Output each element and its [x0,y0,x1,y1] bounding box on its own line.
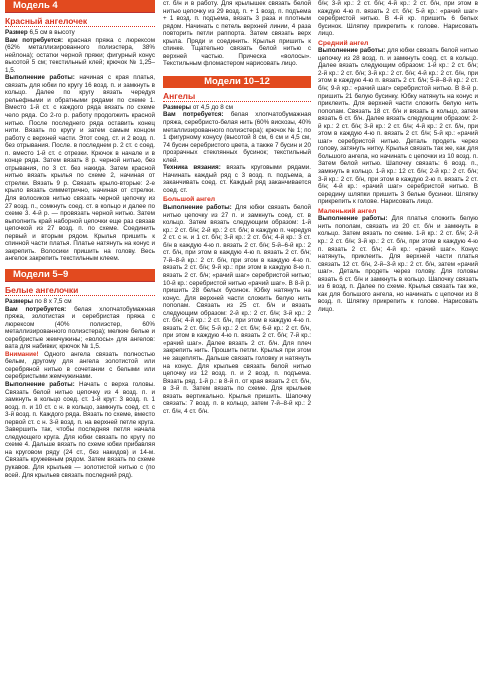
column-middle [163,0,311,415]
middle-angel-subheading: Средний ангел [318,39,369,47]
work2-paragraph [5,381,155,479]
model59-header: Модели 5–9 [5,269,155,282]
materials3-label: Вам потребуется: [163,111,224,119]
technique-paragraph [163,164,311,194]
big-angel-subheading: Большой ангел [163,196,216,204]
work5-label: Выполнение работы: [318,215,388,223]
sizes2-label: Размеры [163,103,192,111]
work-paragraph [5,74,155,263]
work3-text: Для юбки связать белой нитью цепочку из 27 п. и замкнуть соед. ст. в кольцо. Затем вязать следующим образом: 1-й кр.: 2 ст. б/н; 2-й кр.: 2 ст. б/н; в каждую п. чередуя 2 ст. с н. и 1 ст. б/н; 3-й кр.: 2 ст. б/н; 4-й кр.: 3 ст. б/н в каждую 4-ю п. вязать 2 ст. б/н; 5-й–6-й кр.: 2 ст. б/н, при этом в каждую 4-ю п. вязать 2 ст. б/н; 7-й–8-й кр.: 2 ст. б/н, при этом в каждую 4-ю п. вязать 2 ст. б/н; 9-й кр.: при этом в каждую 8-ю п. вязать 2 ст. б/н; «рачий шаг» серебристой нитью; 10-й кр.: серебристой нитью «рачий шаг». В 8-й р. пришить 28 белых бусинок. Юбку натянуть на конус. Для верхней части сложить белую нить пополам. Связать из 25 ст. б/н и вязать следующим образом: 2-й кр.: 2 ст. б/н; 3-й кр.: 2 ст. б/н; 4-й кр.: 2 ст. б/н, при этом в каждую 4-ю п. вязать 2 ст. б/н; 5-й кр.: 2 ст. б/н; 6-й кр.: 2 ст. б/н, при этом в каждую 4-ю п. вязать 2 ст. б/н; 7-й кр.: «рачий шаг». Далее вязать 2 ст. б/н. Для плеч закрепить нить. Прошить петли. Крылья при этом не зацеплять. Дальше связать головку и натянуть на конус. Для крыльев связать белой нитью цепочку из 12 возд. п. и 2 возд. п. подъема. Вязать ряд. 1-й р.: в 8-й п. от края вязать 2 ст. б/н, в 3-й п. Затем вязать по схеме. Для крыльев вязать вертикально. Крылья пришить. Шапочку связать: 7 возд. п. в кольцо, затем 7-й–8-й кр.: 2 ст. б/н, 4 ст. б/н. [163,204,312,415]
materials2-text: белая хлопчатобумажная пряжа, золотистая и серебристая пряжа с люрексом (40% полиэстер, 60% металлизированного полиэстера); мелкие белые и серебристые жемчужины; «волосы» для ангелов: вата для набивки; крючок № 1,5. [5,305,156,351]
technique-label: Техника вязания: [163,164,221,172]
work2-label: Выполнение работы: [5,380,75,388]
title-white-angels: Белые ангелочки [5,285,155,296]
work4-label: Выполнение работы: [318,47,386,55]
model4-header: Модель 4 [5,0,155,13]
materials2-paragraph [5,306,155,351]
materials-paragraph [5,37,155,75]
work3-label: Выполнение работы: [163,204,232,212]
attention-paragraph [5,351,155,381]
work-label: Выполнение работы: [5,74,75,82]
title-red-angel: Красный ангелочек [5,16,155,27]
models-10-12-header: Модели 10–12 [163,76,311,88]
attention-label: Внимание! [5,350,39,358]
column-right [318,0,478,313]
work5-text: Для платья сложить белую нить пополам, связать из 20 ст. б/н и замкнуть в кольцо. Затем вязать по схеме. 1-й кр.: 2 ст. б/н; 2-й кр.: 2 ст. б/н; 3-й кр.: 2 ст. б/н, при этом в каждую 4-ю п. вязать 2 ст. б/н; 4-й кр.: «рачий шаг». Конус натянуть, приклеить. Для верхней части платья связать 12 ст. б/н, 2-й–3-й кр.: 2 ст. б/н, затем «рачий шаг». Деталь продеть через голову. Для головы вязать 6 ст. б/н и замкнуть в кольцо. Шапочку связать из 6 возд. п. Далее по схеме. Крылья связать так же, как для большого ангела, но начинать с цепочки из 8 возд. п. Шляпку прикрепить к голове. Нарисовать лицо. [318,215,479,313]
col2-top-text: ст. б/н и в работу. Для крылышек связать белой нитью цепочку из 29 возд. п. + 1 возд. п. подъема + 1 возд. п. подъема, вязать 3 раза и плотным рядом. Начинать с петель верхней линии, 4 раза повторить петли раппорта. Затем связать верх крыла. Пряди и соединить. Крылья пришить к спинке. Тщательно связать белой нитью с верхней частью. Прическа «волосы». Текстильным фломастером нарисовать лицо. [163,0,311,68]
work5-paragraph [318,215,478,313]
materials3-paragraph [163,111,311,164]
column-left [5,0,155,479]
materials3-text: белая хлопчатобумажная пряжа, серебристо-белая нить (60% вискозы, 40% металлизированного полиэстера); крючок № 1; по 1 фигурному конусу (высотой 8 см, 6 см и 4,5 см, 74 бусин серебристого цвета, а также 7 бусин и 20 прозрачных стеклянных бусинок; текстильный клей. [163,111,312,164]
work-text: начиная с края платья, связать для юбки по кругу 16 возд. п. и замкнуть в кольцо. Далее по кругу вязать чередуя рельефными и обратными рядами по схеме 1. Вместо 1-й ст. с каждого ряда вязать по схеме чело ряда. Со 2-го р. работу продолжить красной нитью. После последнего ряда оставить конец нити. Вязать по кругу и затем самым концом работу с верхней части. Этот соед. ст. и 2 возд. п. без отрывания. После. в последнем р. 2 ст. с соед. п. вместо 1-й ст. с отрезки. Крючок в начале и в конце ряда. Затем вязать 8 р. черной нитью, без отрывания, по 3 ст. без накида. Затем красной нитью вязать крылья по схеме 2, начиная от стрелки. Вязать 9 р. Связать крыло-вторые: 2-е крыло вязать симметрично, начиная от стрелки. Для волосиков нитью связать черной цепочку из 27 возд. п., сомкнуть соед. ст. в кольцо и далее по схеме 3. 4-й р. — провязать черной нитью. Затем выполнить край наборной цепочки еще раз связав цепочкой из 27 возд. п. по схеме. Соединить первый и вторым рядом. Крылья пришить к спинной части платья. Платье натянуть на конус и закрепить. Волосики пришить на голову. Весь ангелок закрепить текстильным клеем. [5,74,155,263]
sizes-label: Размеры [5,297,34,305]
sizes-value: по 8 х 7,5 см [34,297,72,305]
size-label: Размер [5,29,28,36]
work3-paragraph [163,204,311,415]
sizes2-value: от 4,5 до 8 см [192,103,233,111]
col3-top-text: б/н; 3-й кр.: 2 ст. б/н; 4-й кр.: 2 ст. б/н, при этом в каждую 4-ю п. вязать 2 ст. б/н; 5-й кр.: «рачий шаг» серебристой нитью. В 4-й кр. пришить 6 белых бусинок. Шляпку прикрепить к голове. Нарисовать лицо. [318,0,478,38]
size-paragraph [5,29,155,37]
materials-label: Вам потребуется: [5,36,64,44]
sizes-paragraph [5,298,155,306]
technique-text: вязать круговыми рядами. Начинать каждый ряд с 3 возд. п. подъема, а заканчивать соед. ст. Каждый ряд заканчивается соед. ст. [163,164,311,194]
materials2-label: Вам потребуется: [5,305,67,313]
attention-text: Одного ангела связать полностью белым, другому для ангела золотистой или серебряной нитью в сочетании с белыми или серебристыми жемчужинами. [5,350,156,381]
size-value: 6,5 см в высоту [29,29,75,36]
work4-paragraph [318,47,478,205]
work4-text: для юбки связать белой нитью цепочку из 28 возд. п. и замкнуть соед. ст. в кольцо. Далее вязать следующим образом: 1-й кр.: 2 ст. б/н; 2-й кр.: 2 ст. б/н; 3-й кр.: 2 ст. б/н; 4-й кр.: 2 ст. б/н, при этом в каждую 4-ю п. вязать 2 ст. б/н; 5-й–8-й кр.: 2 ст. б/н; 9-й кр.: «рачий шаг» серебристой нитью. В 8-й р. пришить 21 белую бусинку. Юбку натянуть на конус и приклеить. Для верхней части сложить белую нить пополам. Связать 18 ст. б/н и вязать в кольцо, затем вязать 6 ст. б/н. Далее вязать следующим образом: 2-й кр.: 2 ст. б/н; 3-й кр.: 2 ст. б/н; 4-й кр.: 2 ст. б/н, при этом в каждую 4-ю п. вязать 2 ст. б/н; 5-й кр.: «рачий шаг» серебристой нитью. Деталь продеть через голову, затянуть нитку. Крылья связать так же, как для большого ангела, но начинать с цепочки из 10 возд. п. Затем белой нитью. Шапочку связать: 6 возд. п., замкнуть в кольцо. 1-й кр.: 12 ст. б/н; 2-й кр.: 2 ст. б/н; 3-й кр.: 2 ст. б/н, при этом в каждую 2-ю п. вязать 2 ст. б/н; 4-й кр.: «рачий шаг» серебристой нитью. В середину шляпки пришить 3 белые бусинки. Шляпку прикрепить к голове. Нарисовать лицо. [318,47,478,206]
materials-text: красная пряжа с люрексом (62% металлизированного полиэстера, 38% нейлона); остатки черной пряжи; фигурный конус высотой 5 см; текстильный клей; крючок № 1,25–1,5. [5,36,156,74]
work2-text: Начать с верха головы. Связать белой нитью цепочку из 4 возд. п. и замкнуть в кольцо соед. ст. 1-й круг: 3 возд. п. 1 возд. п. и 10 ст. с н. в кольцо, замкнуть соед. ст. с 3-й возд. п. Каждого ряда. Вязать по схеме, вместо первой ст. с н. 3-й возд. п. на верхней петле круга. Завершить так, чтобы последняя петля начала следующего круга. Для юбки связать по кругу по схеме 4. Дальше вязать по схеме юбки прибавляя на круговом ряду (24 ст., без накидов) и 14-м. Связать кружевным рядом. Затем вязать по схеме рукавов. Для крыльев — золотистой нитью с (по всей. Для крыльев связать последний ряд). [5,380,155,479]
small-angel-subheading: Маленький ангел [318,207,377,215]
title-angels: Ангелы [163,91,311,102]
